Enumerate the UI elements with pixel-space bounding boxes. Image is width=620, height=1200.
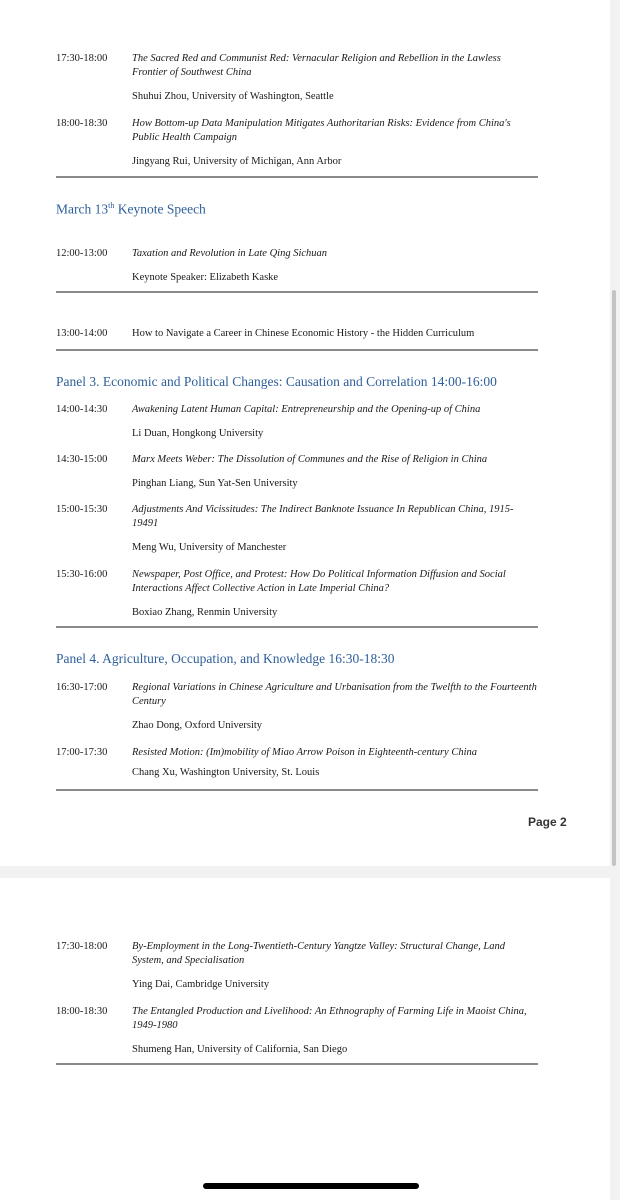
session-title: Resisted Motion: (Im)mobility of Miao Arrow Poison in Eighteenth-century China (132, 747, 477, 758)
panel-3-heading: Panel 3. Economic and Political Changes: Causation and Correlation 14:00-16:00 (56, 374, 497, 389)
session-time: 13:00-14:00 (56, 328, 108, 339)
session-title: Awakening Latent Human Capital: Entrepreneurship and the Opening-up of China (132, 404, 481, 415)
session-entry (56, 1005, 538, 1057)
session-title: The Sacred Red and Communist Red: Vernacular Religion and Rebellion in the Lawless Frontier of Southwest China (132, 53, 501, 78)
session-time: 18:00-18:30 (56, 1006, 108, 1017)
session-author: Shumeng Han, University of California, San Diego (132, 1044, 348, 1055)
session-title: Newspaper, Post Office, and Protest: How Do Political Information Diffusion and Social Interactions Affect Collective Action in Late Imperial China? (132, 569, 506, 594)
keynote-heading-date: March 13 (56, 201, 109, 217)
session-author: Shuhui Zhou, University of Washington, Seattle (132, 91, 334, 102)
session-time: 18:00-18:30 (56, 118, 108, 129)
session-time: 17:00-17:30 (56, 747, 108, 758)
session-time: 14:00-14:30 (56, 404, 108, 415)
home-indicator[interactable] (203, 1183, 419, 1189)
session-author: Chang Xu, Washington University, St. Louis (132, 767, 320, 778)
section-divider (56, 349, 538, 351)
session-author: Meng Wu, University of Manchester (132, 542, 287, 553)
section-divider (56, 789, 538, 791)
session-entry (56, 681, 538, 733)
session-entry (56, 940, 538, 992)
session-time: 17:30-18:00 (56, 941, 108, 952)
keynote-heading-sup: th (108, 201, 115, 210)
section-divider (56, 291, 538, 293)
section-divider (56, 1063, 538, 1065)
session-time: 14:30-15:00 (56, 454, 108, 465)
session-time: 15:00-15:30 (56, 504, 108, 515)
session-entry (56, 117, 538, 169)
session-entry (56, 52, 538, 104)
keynote-heading (56, 201, 206, 218)
session-title: Adjustments And Vicissitudes: The Indirect Banknote Issuance In Republican China, 1915-19491 (132, 504, 514, 529)
session-author: Boxiao Zhang, Renmin University (132, 607, 278, 618)
page-number: Page 2 (528, 815, 567, 829)
session-title: How Bottom-up Data Manipulation Mitigates Authoritarian Risks: Evidence from China's Public Health Campaign (132, 118, 511, 143)
session-entry (56, 327, 538, 341)
keynote-entry (56, 247, 538, 285)
keynote-speaker: Keynote Speaker: Elizabeth Kaske (132, 272, 279, 283)
session-title: How to Navigate a Career in Chinese Economic History - the Hidden Curriculum (132, 328, 475, 339)
section-divider (56, 626, 538, 628)
session-entry (56, 453, 538, 491)
session-author: Li Duan, Hongkong University (132, 428, 264, 439)
session-entry (56, 403, 538, 441)
panel-4-heading: Panel 4. Agriculture, Occupation, and Knowledge 16:30-18:30 (56, 651, 395, 666)
session-author: Ying Dai, Cambridge University (132, 979, 270, 990)
session-time: 12:00-13:00 (56, 248, 108, 259)
keynote-title: Taxation and Revolution in Late Qing Sichuan (132, 248, 328, 259)
session-time: 16:30-17:00 (56, 682, 108, 693)
scrollbar[interactable] (612, 290, 616, 866)
session-title: Regional Variations in Chinese Agriculture and Urbanisation from the Twelfth to the Fourteenth Century (132, 682, 537, 707)
session-author: Pinghan Liang, Sun Yat-Sen University (132, 478, 298, 489)
session-time: 15:30-16:00 (56, 569, 108, 580)
session-time: 17:30-18:00 (56, 53, 108, 64)
session-title: By-Employment in the Long-Twentieth-Century Yangtze Valley: Structural Change, Land System, and Specialisation (132, 941, 506, 966)
keynote-heading-label: Keynote Speech (114, 201, 206, 217)
session-title: The Entangled Production and Livelihood: An Ethnography of Farming Life in Maoist China, 1949-1980 (132, 1006, 527, 1031)
section-divider (56, 176, 538, 178)
session-entry (56, 568, 538, 620)
session-author: Zhao Dong, Oxford University (132, 720, 263, 731)
session-author: Jingyang Rui, University of Michigan, Ann Arbor (132, 156, 342, 167)
session-entry (56, 746, 538, 780)
session-entry (56, 503, 538, 555)
session-title: Marx Meets Weber: The Dissolution of Communes and the Rise of Religion in China (132, 454, 488, 465)
